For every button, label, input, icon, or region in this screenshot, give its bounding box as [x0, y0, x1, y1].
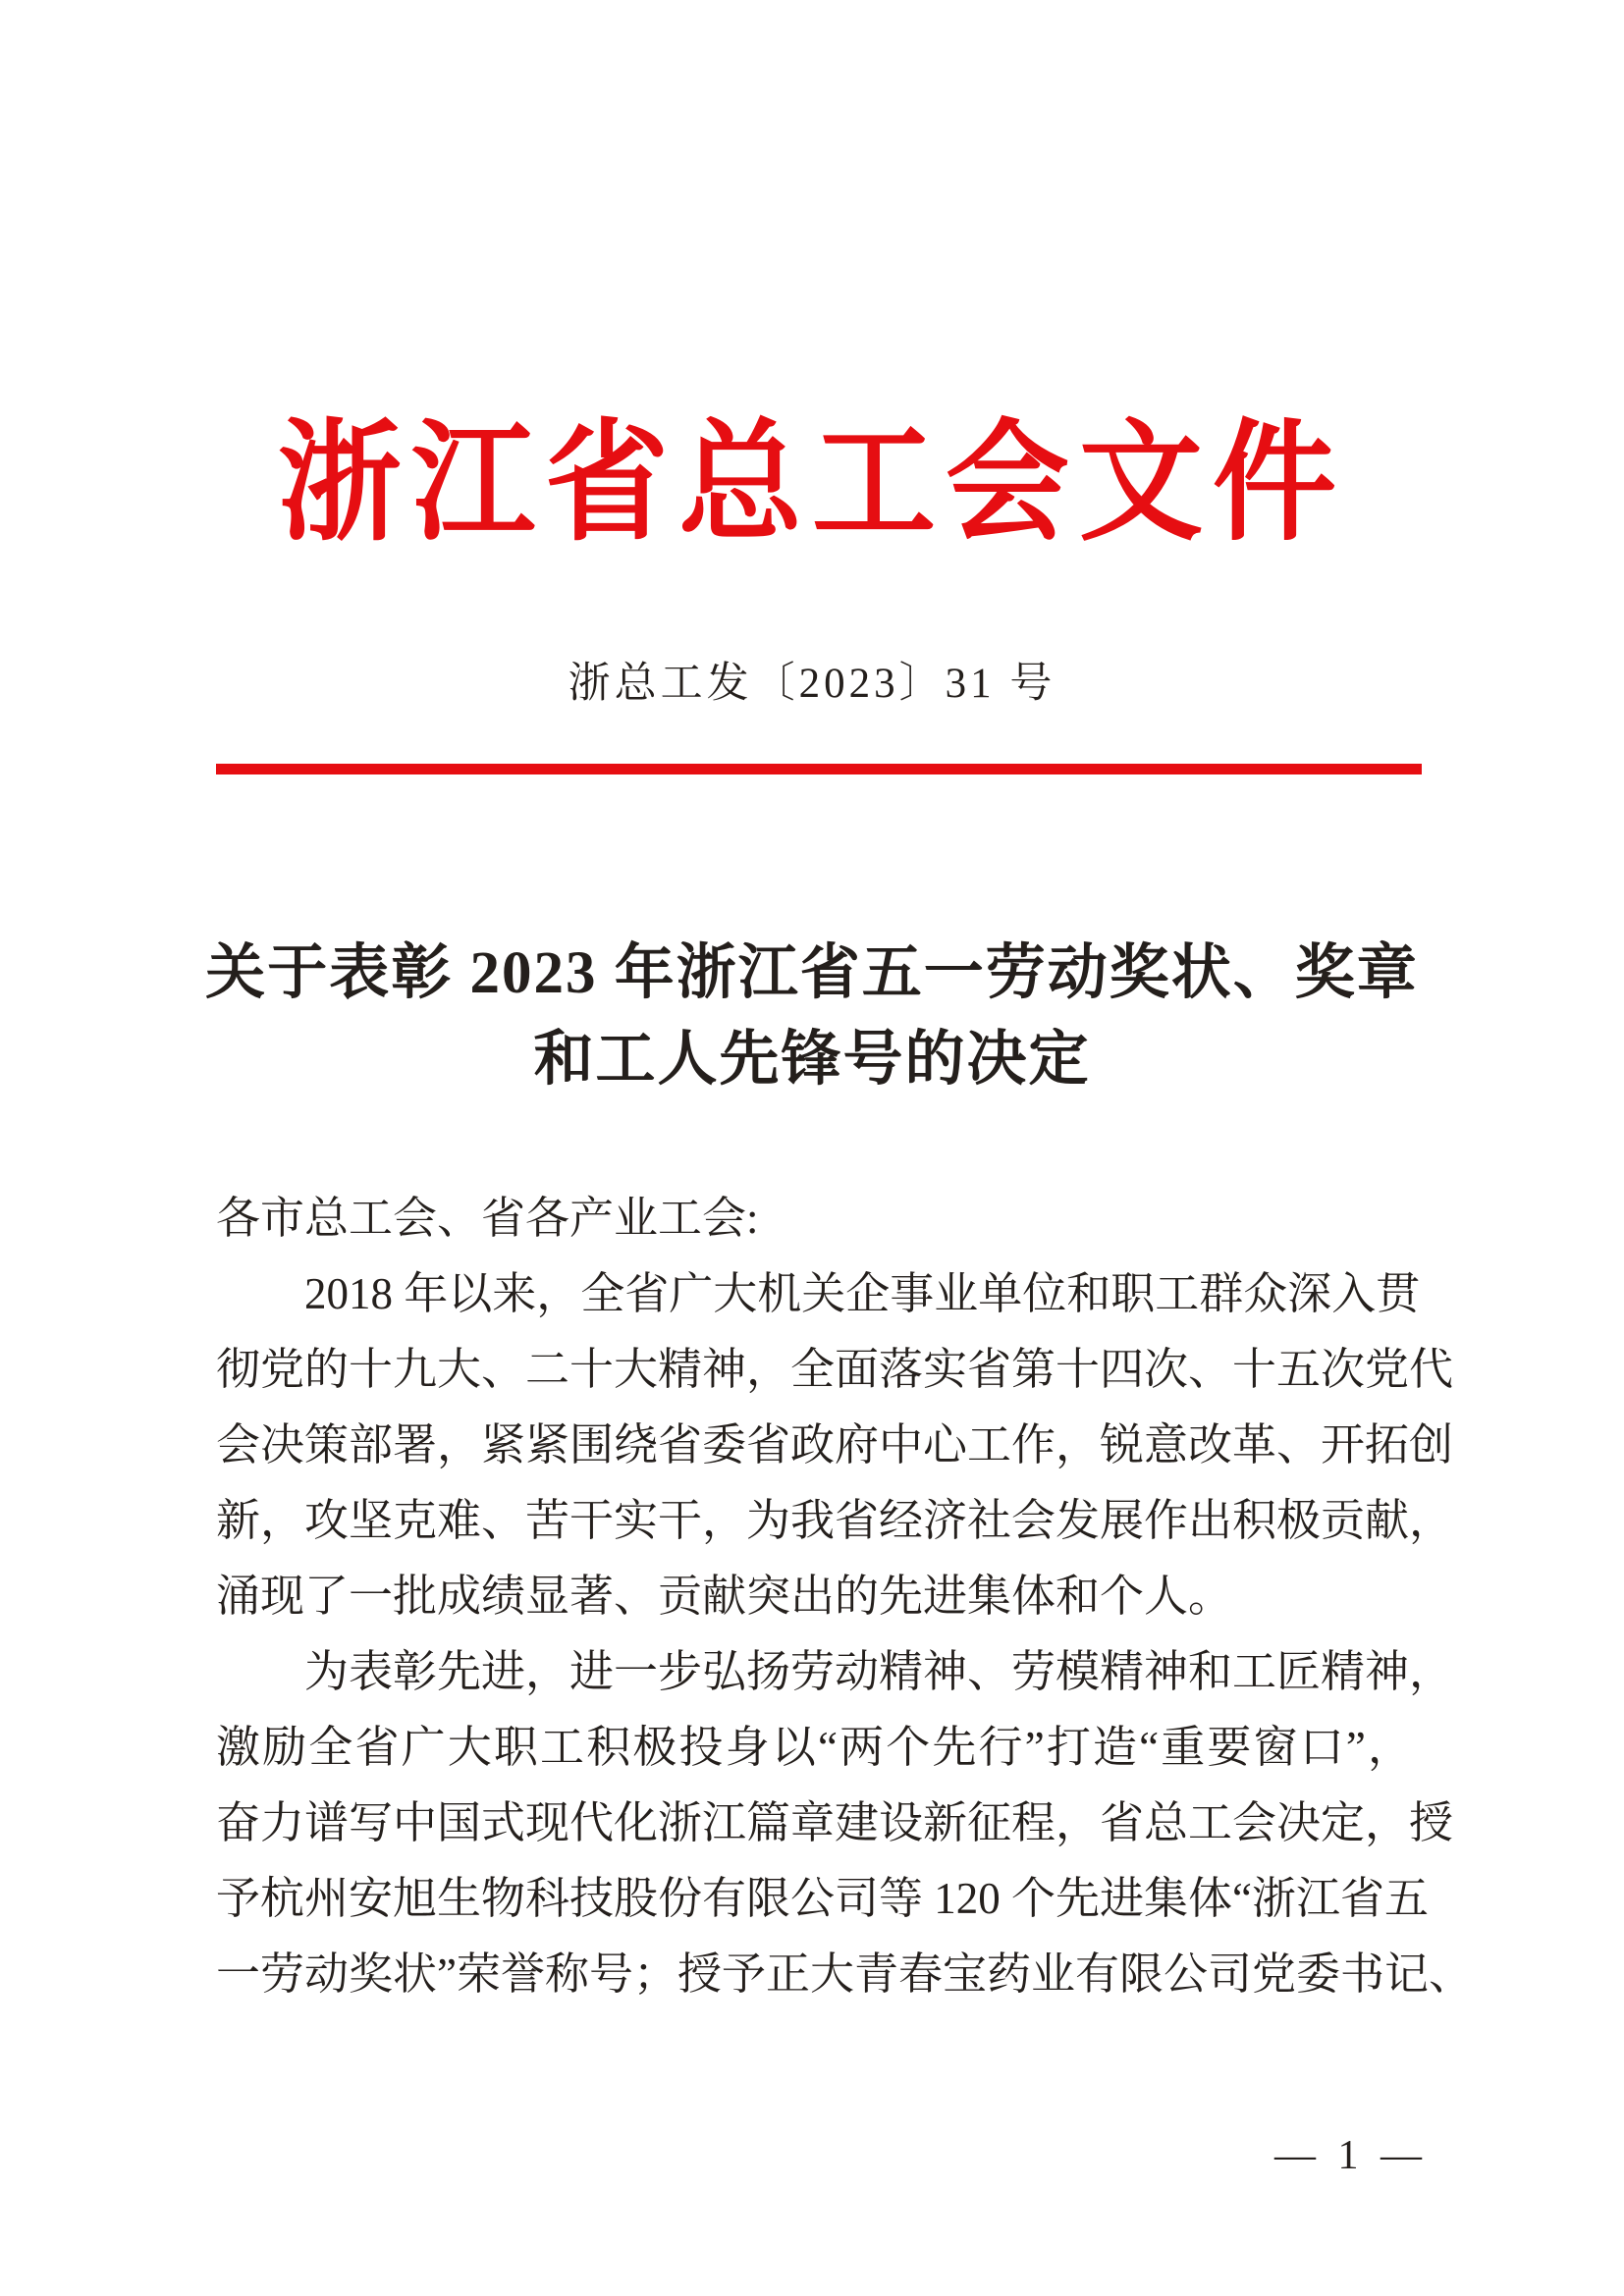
- document-title-line-1: 关于表彰 2023 年浙江省五一劳动奖状、奖章: [205, 940, 1419, 1006]
- body-line: 涌现了一批成绩显著、贡献突出的先进集体和个人。: [216, 1572, 1233, 1621]
- body-line: 2018 年以来，全省广大机关企事业单位和职工群众深入贯: [304, 1269, 1421, 1318]
- document-title: [118, 931, 1506, 1103]
- body-line: 彻党的十九大、二十大精神，全面落实省第十四次、十五次党代: [216, 1345, 1454, 1394]
- body-line: 一劳动奖状”荣誉称号；授予正大青春宝药业有限公司党委书记、: [216, 1949, 1473, 1999]
- red-divider-line: [216, 764, 1422, 774]
- body-line: 新，攻坚克难、苦干实干，为我省经济社会发展作出积极贡献，: [216, 1496, 1454, 1545]
- document-masthead-title: 浙江省总工会文件: [278, 411, 1346, 558]
- body-line: 会决策部署，紧紧围绕省委省政府中心工作，锐意改革、开拓创: [216, 1420, 1454, 1469]
- page-number: — 1 —: [1274, 2133, 1428, 2178]
- body-line: 激励全省广大职工积极投身以“两个先行”打造“重要窗口”，: [216, 1723, 1412, 1772]
- document-reference-number: 浙总工发〔2023〕31 号: [568, 661, 1056, 707]
- body-line: 奋力谱写中国式现代化浙江篇章建设新征程，省总工会决定，授: [216, 1798, 1454, 1847]
- salutation-line: 各市总工会、省各产业工会:: [216, 1194, 759, 1243]
- body-line: 予杭州安旭生物科技股份有限公司等 120 个先进集体“浙江省五: [216, 1874, 1429, 1923]
- body-line: 为表彰先进，进一步弘扬劳动精神、劳模精神和工匠精神，: [304, 1647, 1454, 1696]
- document-title-line-2: 和工人先锋号的决定: [533, 1027, 1091, 1093]
- document-body: [216, 1181, 1473, 2012]
